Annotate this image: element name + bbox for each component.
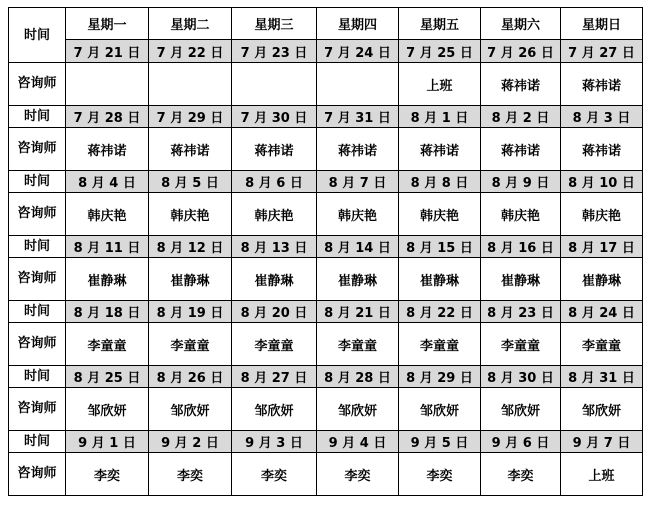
- counselor-cell: 韩庆艳: [149, 193, 232, 236]
- date-cell: 8 月 9 日: [481, 171, 561, 193]
- date-cell: 9 月 2 日: [149, 431, 232, 453]
- schedule-table: [8, 7, 643, 496]
- date-cell: 8 月 22 日: [399, 301, 481, 323]
- counselor-cell: 邹欣妍: [317, 388, 399, 431]
- date-cell: 9 月 4 日: [317, 431, 399, 453]
- date-cell: 7 月 26 日: [481, 40, 561, 63]
- date-cell: 7 月 22 日: [149, 40, 232, 63]
- date-row: [9, 106, 643, 128]
- counselor-cell: 蒋祎诺: [561, 128, 643, 171]
- date-cell: 8 月 6 日: [232, 171, 317, 193]
- time-label: 时间: [9, 171, 66, 193]
- counselor-label: 咨询师: [9, 323, 66, 366]
- counselor-row: [9, 453, 643, 496]
- date-row: [9, 236, 643, 258]
- date-cell: 9 月 6 日: [481, 431, 561, 453]
- schedule-body: [9, 8, 643, 496]
- date-cell: 8 月 30 日: [481, 366, 561, 388]
- date-cell: 7 月 21 日: [66, 40, 149, 63]
- date-cell: 8 月 21 日: [317, 301, 399, 323]
- time-header-label: 时间: [9, 8, 66, 63]
- weekday-thu: 星期四: [317, 8, 399, 40]
- counselor-cell: 邹欣妍: [232, 388, 317, 431]
- date-cell: 8 月 8 日: [399, 171, 481, 193]
- counselor-cell: 邹欣妍: [66, 388, 149, 431]
- date-cell: 8 月 10 日: [561, 171, 643, 193]
- date-cell: 8 月 4 日: [66, 171, 149, 193]
- date-cell: 8 月 24 日: [561, 301, 643, 323]
- counselor-row: [9, 193, 643, 236]
- counselor-cell: 邹欣妍: [481, 388, 561, 431]
- date-cell: 8 月 27 日: [232, 366, 317, 388]
- counselor-cell: 蒋祎诺: [149, 128, 232, 171]
- counselor-cell: 崔静琳: [66, 258, 149, 301]
- counselor-cell: 李童童: [232, 323, 317, 366]
- counselor-cell: 李奕: [232, 453, 317, 496]
- counselor-cell: 李奕: [481, 453, 561, 496]
- counselor-row: [9, 323, 643, 366]
- time-label: 时间: [9, 366, 66, 388]
- date-cell: 8 月 1 日: [399, 106, 481, 128]
- counselor-cell: 上班: [399, 63, 481, 106]
- date-cell: 8 月 5 日: [149, 171, 232, 193]
- counselor-cell: 韩庆艳: [481, 193, 561, 236]
- counselor-cell: 李奕: [66, 453, 149, 496]
- date-cell: 8 月 18 日: [66, 301, 149, 323]
- date-cell: 8 月 31 日: [561, 366, 643, 388]
- date-cell: 7 月 28 日: [66, 106, 149, 128]
- counselor-cell: 韩庆艳: [232, 193, 317, 236]
- date-cell: 7 月 31 日: [317, 106, 399, 128]
- counselor-cell: 邹欣妍: [149, 388, 232, 431]
- counselor-cell: 崔静琳: [399, 258, 481, 301]
- time-label: 时间: [9, 301, 66, 323]
- counselor-cell: 蒋祎诺: [561, 63, 643, 106]
- date-cell: 8 月 17 日: [561, 236, 643, 258]
- date-cell: 8 月 23 日: [481, 301, 561, 323]
- date-cell: 8 月 2 日: [481, 106, 561, 128]
- date-cell: 9 月 5 日: [399, 431, 481, 453]
- date-cell: 8 月 11 日: [66, 236, 149, 258]
- counselor-row: [9, 388, 643, 431]
- time-label: 时间: [9, 431, 66, 453]
- date-cell: 7 月 27 日: [561, 40, 643, 63]
- counselor-cell: 上班: [561, 453, 643, 496]
- date-cell: 7 月 25 日: [399, 40, 481, 63]
- counselor-row: [9, 258, 643, 301]
- counselor-row: [9, 128, 643, 171]
- date-cell: 8 月 20 日: [232, 301, 317, 323]
- time-label: 时间: [9, 236, 66, 258]
- counselor-cell: 崔静琳: [149, 258, 232, 301]
- counselor-cell: 李童童: [561, 323, 643, 366]
- date-cell: 8 月 26 日: [149, 366, 232, 388]
- counselor-cell: 李童童: [317, 323, 399, 366]
- date-cell: 8 月 29 日: [399, 366, 481, 388]
- counselor-cell: 邹欣妍: [399, 388, 481, 431]
- date-cell: 8 月 16 日: [481, 236, 561, 258]
- weekday-wed: 星期三: [232, 8, 317, 40]
- counselor-cell: 蒋祎诺: [399, 128, 481, 171]
- weekday-sun: 星期日: [561, 8, 643, 40]
- counselor-cell: 韩庆艳: [399, 193, 481, 236]
- date-row: [9, 40, 643, 63]
- date-cell: 7 月 23 日: [232, 40, 317, 63]
- counselor-cell: 崔静琳: [481, 258, 561, 301]
- counselor-cell: 崔静琳: [232, 258, 317, 301]
- counselor-cell: [66, 63, 149, 106]
- counselor-cell: 韩庆艳: [317, 193, 399, 236]
- counselor-cell: 蒋祎诺: [481, 128, 561, 171]
- counselor-cell: 李童童: [399, 323, 481, 366]
- counselor-cell: 蒋祎诺: [232, 128, 317, 171]
- date-cell: 8 月 25 日: [66, 366, 149, 388]
- counselor-cell: [149, 63, 232, 106]
- counselor-cell: [317, 63, 399, 106]
- weekday-tue: 星期二: [149, 8, 232, 40]
- counselor-cell: 蒋祎诺: [66, 128, 149, 171]
- counselor-cell: 崔静琳: [317, 258, 399, 301]
- weekday-mon: 星期一: [66, 8, 149, 40]
- counselor-cell: 邹欣妍: [561, 388, 643, 431]
- date-cell: 8 月 3 日: [561, 106, 643, 128]
- date-cell: 8 月 12 日: [149, 236, 232, 258]
- date-cell: 7 月 24 日: [317, 40, 399, 63]
- date-cell: 8 月 15 日: [399, 236, 481, 258]
- date-cell: 9 月 1 日: [66, 431, 149, 453]
- date-cell: 8 月 14 日: [317, 236, 399, 258]
- counselor-label: 咨询师: [9, 128, 66, 171]
- counselor-cell: 李奕: [317, 453, 399, 496]
- date-cell: 8 月 19 日: [149, 301, 232, 323]
- time-label: 时间: [9, 106, 66, 128]
- counselor-row: [9, 63, 643, 106]
- date-row: [9, 171, 643, 193]
- date-row: [9, 366, 643, 388]
- date-cell: 9 月 7 日: [561, 431, 643, 453]
- counselor-label: 咨询师: [9, 193, 66, 236]
- counselor-label: 咨询师: [9, 453, 66, 496]
- counselor-cell: 蒋祎诺: [317, 128, 399, 171]
- date-row: [9, 431, 643, 453]
- counselor-cell: 李童童: [66, 323, 149, 366]
- counselor-cell: 李童童: [149, 323, 232, 366]
- date-cell: 8 月 13 日: [232, 236, 317, 258]
- date-row: [9, 301, 643, 323]
- counselor-cell: 蒋祎诺: [481, 63, 561, 106]
- date-cell: 8 月 28 日: [317, 366, 399, 388]
- counselor-label: 咨询师: [9, 63, 66, 106]
- counselor-cell: 韩庆艳: [66, 193, 149, 236]
- date-cell: 8 月 7 日: [317, 171, 399, 193]
- date-cell: 9 月 3 日: [232, 431, 317, 453]
- date-cell: 7 月 30 日: [232, 106, 317, 128]
- counselor-cell: 崔静琳: [561, 258, 643, 301]
- counselor-cell: 韩庆艳: [561, 193, 643, 236]
- date-cell: 7 月 29 日: [149, 106, 232, 128]
- counselor-label: 咨询师: [9, 258, 66, 301]
- counselor-label: 咨询师: [9, 388, 66, 431]
- counselor-cell: 李奕: [399, 453, 481, 496]
- weekday-sat: 星期六: [481, 8, 561, 40]
- counselor-cell: [232, 63, 317, 106]
- counselor-cell: 李奕: [149, 453, 232, 496]
- weekday-header-row: [9, 8, 643, 40]
- weekday-fri: 星期五: [399, 8, 481, 40]
- counselor-cell: 李童童: [481, 323, 561, 366]
